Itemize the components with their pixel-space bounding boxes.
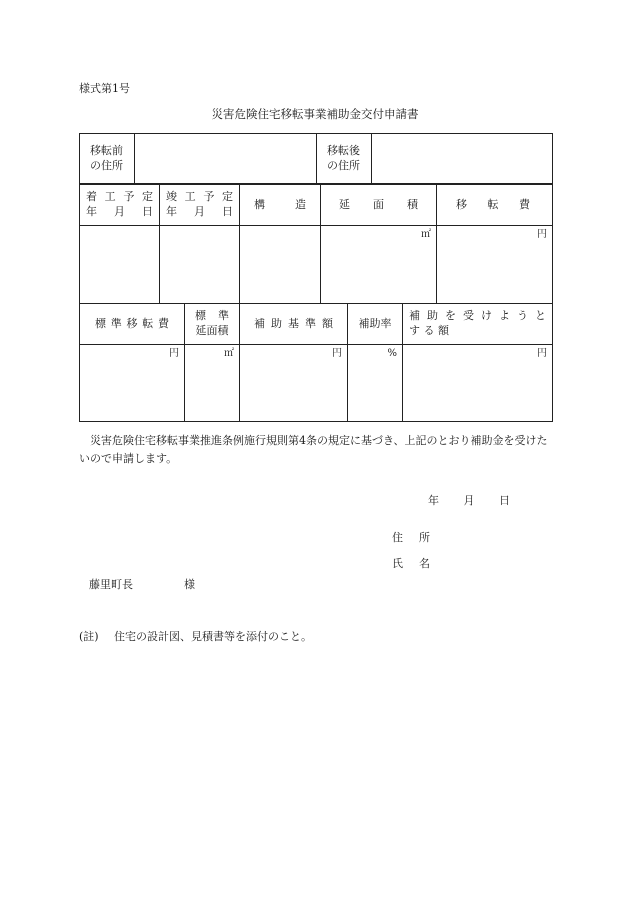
- subsidy-table: [79, 303, 553, 422]
- header-char: 造: [295, 197, 306, 211]
- address-after-label: [317, 134, 372, 184]
- address-before-field[interactable]: [135, 134, 317, 184]
- header-char: け: [481, 309, 492, 323]
- header-char: 着: [86, 190, 97, 204]
- header-char: 予: [203, 190, 215, 204]
- header-char: 準: [110, 316, 122, 330]
- header-char: 準: [305, 316, 316, 330]
- header-char: 月: [114, 205, 125, 218]
- header-char: 竣: [166, 190, 177, 204]
- header-char: 日: [142, 205, 153, 218]
- date-month-label: 月: [463, 494, 475, 507]
- date-year-label: 年: [428, 494, 439, 507]
- floor-area-header: [321, 185, 437, 226]
- header-char: 標: [95, 316, 106, 330]
- completion-date-header: [160, 185, 240, 226]
- subsidy-amount-header: [403, 304, 553, 345]
- label-char: 氏: [392, 557, 403, 570]
- header-char: 費: [519, 197, 530, 211]
- header-char: 年: [166, 205, 177, 218]
- label-char: 住: [392, 531, 403, 544]
- header-char: 額: [322, 316, 333, 330]
- label-char: 名: [419, 557, 430, 570]
- applicant-name-label: [392, 557, 430, 570]
- structure-field[interactable]: [240, 226, 321, 304]
- header-char: 年: [86, 205, 97, 218]
- address-before-label: [80, 134, 135, 184]
- header-char: と: [535, 309, 546, 323]
- document-title: 災害危険住宅移転事業補助金交付申請書: [211, 107, 419, 121]
- addressee: 藤里町長: [89, 578, 133, 591]
- header-char: 面: [373, 197, 384, 211]
- address-after-label-line1: 移転後: [327, 143, 360, 157]
- address-after-field[interactable]: [372, 134, 553, 184]
- subsidy-amount-field[interactable]: [403, 345, 553, 422]
- label-char: 所: [419, 531, 430, 544]
- unit-label: 円: [332, 348, 342, 359]
- unit-label: %: [387, 348, 397, 359]
- standard-cost-header: [80, 304, 185, 345]
- subsidy-rate-header: 補助率: [348, 304, 403, 345]
- header-char: 工: [184, 190, 196, 204]
- header-char: 準: [218, 309, 229, 323]
- subsidy-rate-field[interactable]: [348, 345, 403, 422]
- construction-table: [79, 184, 553, 304]
- declaration-text: 災害危険住宅移転事業推進条例施行規則第4条の規定に基づき、上記のとおり補助金を受けたいので申請します。: [79, 434, 548, 465]
- header-char: 助: [427, 309, 438, 323]
- header-char: 移: [456, 197, 467, 211]
- subsidy-amount-header-line2: す る 額: [409, 324, 449, 337]
- header-char: 定: [141, 190, 153, 204]
- completion-date-field[interactable]: [160, 226, 240, 304]
- header-char: 積: [407, 197, 418, 211]
- header-char: 構: [254, 197, 265, 211]
- standard-area-header-line2: 延面積: [195, 324, 229, 337]
- header-char: 日: [222, 205, 233, 218]
- header-char: 受: [463, 309, 474, 323]
- unit-label: 円: [537, 229, 547, 240]
- header-char: 基: [288, 316, 299, 330]
- honorific: 様: [184, 578, 195, 591]
- unit-label: ㎡: [224, 348, 234, 359]
- start-date-header: [80, 185, 160, 226]
- header-char: 助: [271, 316, 282, 330]
- relocation-cost-header: [437, 185, 553, 226]
- header-char: 転: [487, 197, 499, 211]
- standard-area-field[interactable]: [185, 345, 240, 422]
- applicant-address-label: [392, 531, 430, 544]
- address-before-label-line1: 移転前: [90, 143, 123, 157]
- address-before-label-line2: の住所: [90, 158, 123, 172]
- header-char: 費: [158, 316, 169, 330]
- header-char: 補: [254, 316, 265, 330]
- start-date-field[interactable]: [80, 226, 160, 304]
- relocation-cost-field[interactable]: [437, 226, 553, 304]
- date-day-label: 日: [499, 494, 510, 507]
- header-char: 転: [142, 316, 154, 330]
- header-char: よ: [499, 309, 510, 323]
- header-char: う: [517, 309, 528, 323]
- unit-label: 円: [169, 348, 179, 359]
- header-char: 移: [126, 316, 138, 330]
- header-char: 定: [221, 190, 233, 204]
- header-char: 月: [194, 205, 205, 218]
- structure-header: [240, 185, 321, 226]
- header-char: を: [445, 309, 456, 323]
- standard-cost-field[interactable]: [80, 345, 185, 422]
- note-label: (註): [79, 630, 99, 643]
- note-text: 住宅の設計図、見積書等を添付のこと。: [114, 630, 312, 643]
- floor-area-field[interactable]: [321, 226, 437, 304]
- standard-area-header: [185, 304, 240, 345]
- header-char: 工: [104, 190, 116, 204]
- header-char: 補: [409, 309, 420, 323]
- unit-label: 円: [537, 348, 547, 359]
- address-table: [79, 133, 553, 184]
- subsidy-base-field[interactable]: [240, 345, 348, 422]
- address-after-label-line2: の住所: [327, 158, 360, 172]
- header-char: 予: [123, 190, 135, 204]
- header-char: 延: [339, 197, 350, 211]
- unit-label: ㎡: [421, 229, 431, 240]
- form-number: 様式第1号: [79, 82, 130, 95]
- application-date: [428, 494, 510, 507]
- subsidy-base-header: [240, 304, 348, 345]
- header-char: 標: [195, 309, 206, 323]
